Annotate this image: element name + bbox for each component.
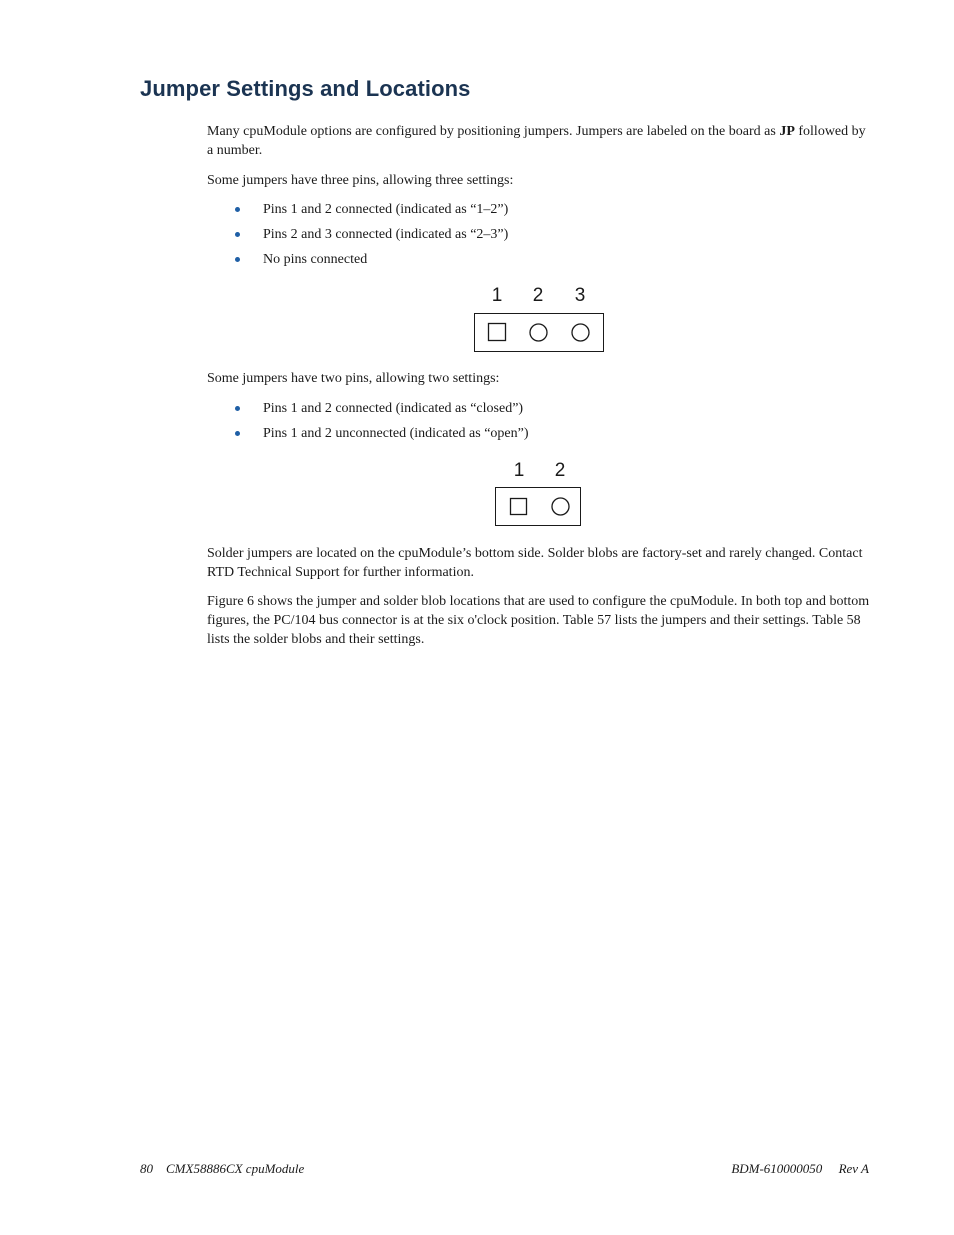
bullet-icon — [235, 207, 240, 212]
intro-paragraph — [207, 122, 872, 160]
round-pin-icon — [552, 498, 569, 515]
footer-doc-id: BDM-610000050 — [731, 1161, 823, 1176]
square-pin-icon — [511, 499, 527, 515]
bullet-icon — [235, 431, 240, 436]
round-pin-icon — [572, 324, 589, 341]
footer-left — [140, 1161, 304, 1177]
square-pin-icon — [489, 324, 506, 341]
pin-label-2: 2 — [554, 460, 566, 481]
list-item-text: Pins 1 and 2 connected (indicated as “1–2”) — [263, 202, 509, 217]
pin-label-1: 1 — [513, 460, 525, 481]
figure-paragraph: Figure 6 shows the jumper and solder blob locations that are used to configure the cpuModule. In both top and bottom figures, the PC/104 bus connector is at the six o'clock position. Table 57 lists the jumpers and their settings. Table 58 lists the solder blobs and their settings. — [207, 594, 870, 647]
two-pin-list — [207, 399, 529, 449]
list-item-text: No pins connected — [263, 252, 368, 267]
solder-paragraph: Solder jumpers are located on the cpuModule’s bottom side. Solder blobs are factory-set and rarely changed. Contact RTD Technical Support for further information. — [207, 546, 863, 580]
list-item-text: Pins 1 and 2 connected (indicated as “closed”) — [263, 401, 524, 416]
round-pin-icon — [530, 324, 547, 341]
list-item — [207, 424, 529, 449]
three-pin-lead: Some jumpers have three pins, allowing three settings: — [207, 173, 514, 188]
footer-right — [731, 1161, 869, 1177]
page-title: Jumper Settings and Locations — [140, 76, 471, 101]
pin-label-3: 3 — [574, 285, 586, 306]
intro-text-start: Many cpuModule options are configured by positioning jumpers. Jumpers are labeled on the board as — [207, 124, 780, 139]
footer-page-number: 80 — [140, 1161, 153, 1176]
pin-label-1: 1 — [491, 285, 503, 306]
intro-text-end: followed by a number. — [207, 124, 866, 158]
bullet-icon — [235, 406, 240, 411]
footer-revision: Rev A — [838, 1161, 869, 1176]
jumper-outline — [496, 488, 581, 526]
pin-label-2: 2 — [532, 285, 544, 306]
two-pin-jumper-diagram — [491, 455, 586, 535]
jumper-outline — [475, 314, 604, 352]
three-pin-jumper-diagram — [470, 280, 610, 360]
list-item — [207, 200, 508, 225]
intro-bold-jp: JP — [779, 124, 795, 139]
bullet-icon — [235, 257, 240, 262]
list-item — [207, 225, 508, 250]
three-pin-list — [207, 200, 508, 275]
list-item — [207, 250, 508, 275]
bullet-icon — [235, 232, 240, 237]
footer-product: CMX58886CX cpuModule — [166, 1161, 305, 1176]
list-item-text: Pins 1 and 2 unconnected (indicated as “open”) — [263, 426, 529, 441]
list-item — [207, 399, 529, 424]
two-pin-lead: Some jumpers have two pins, allowing two settings: — [207, 371, 500, 386]
list-item-text: Pins 2 and 3 connected (indicated as “2–3”) — [263, 227, 509, 242]
